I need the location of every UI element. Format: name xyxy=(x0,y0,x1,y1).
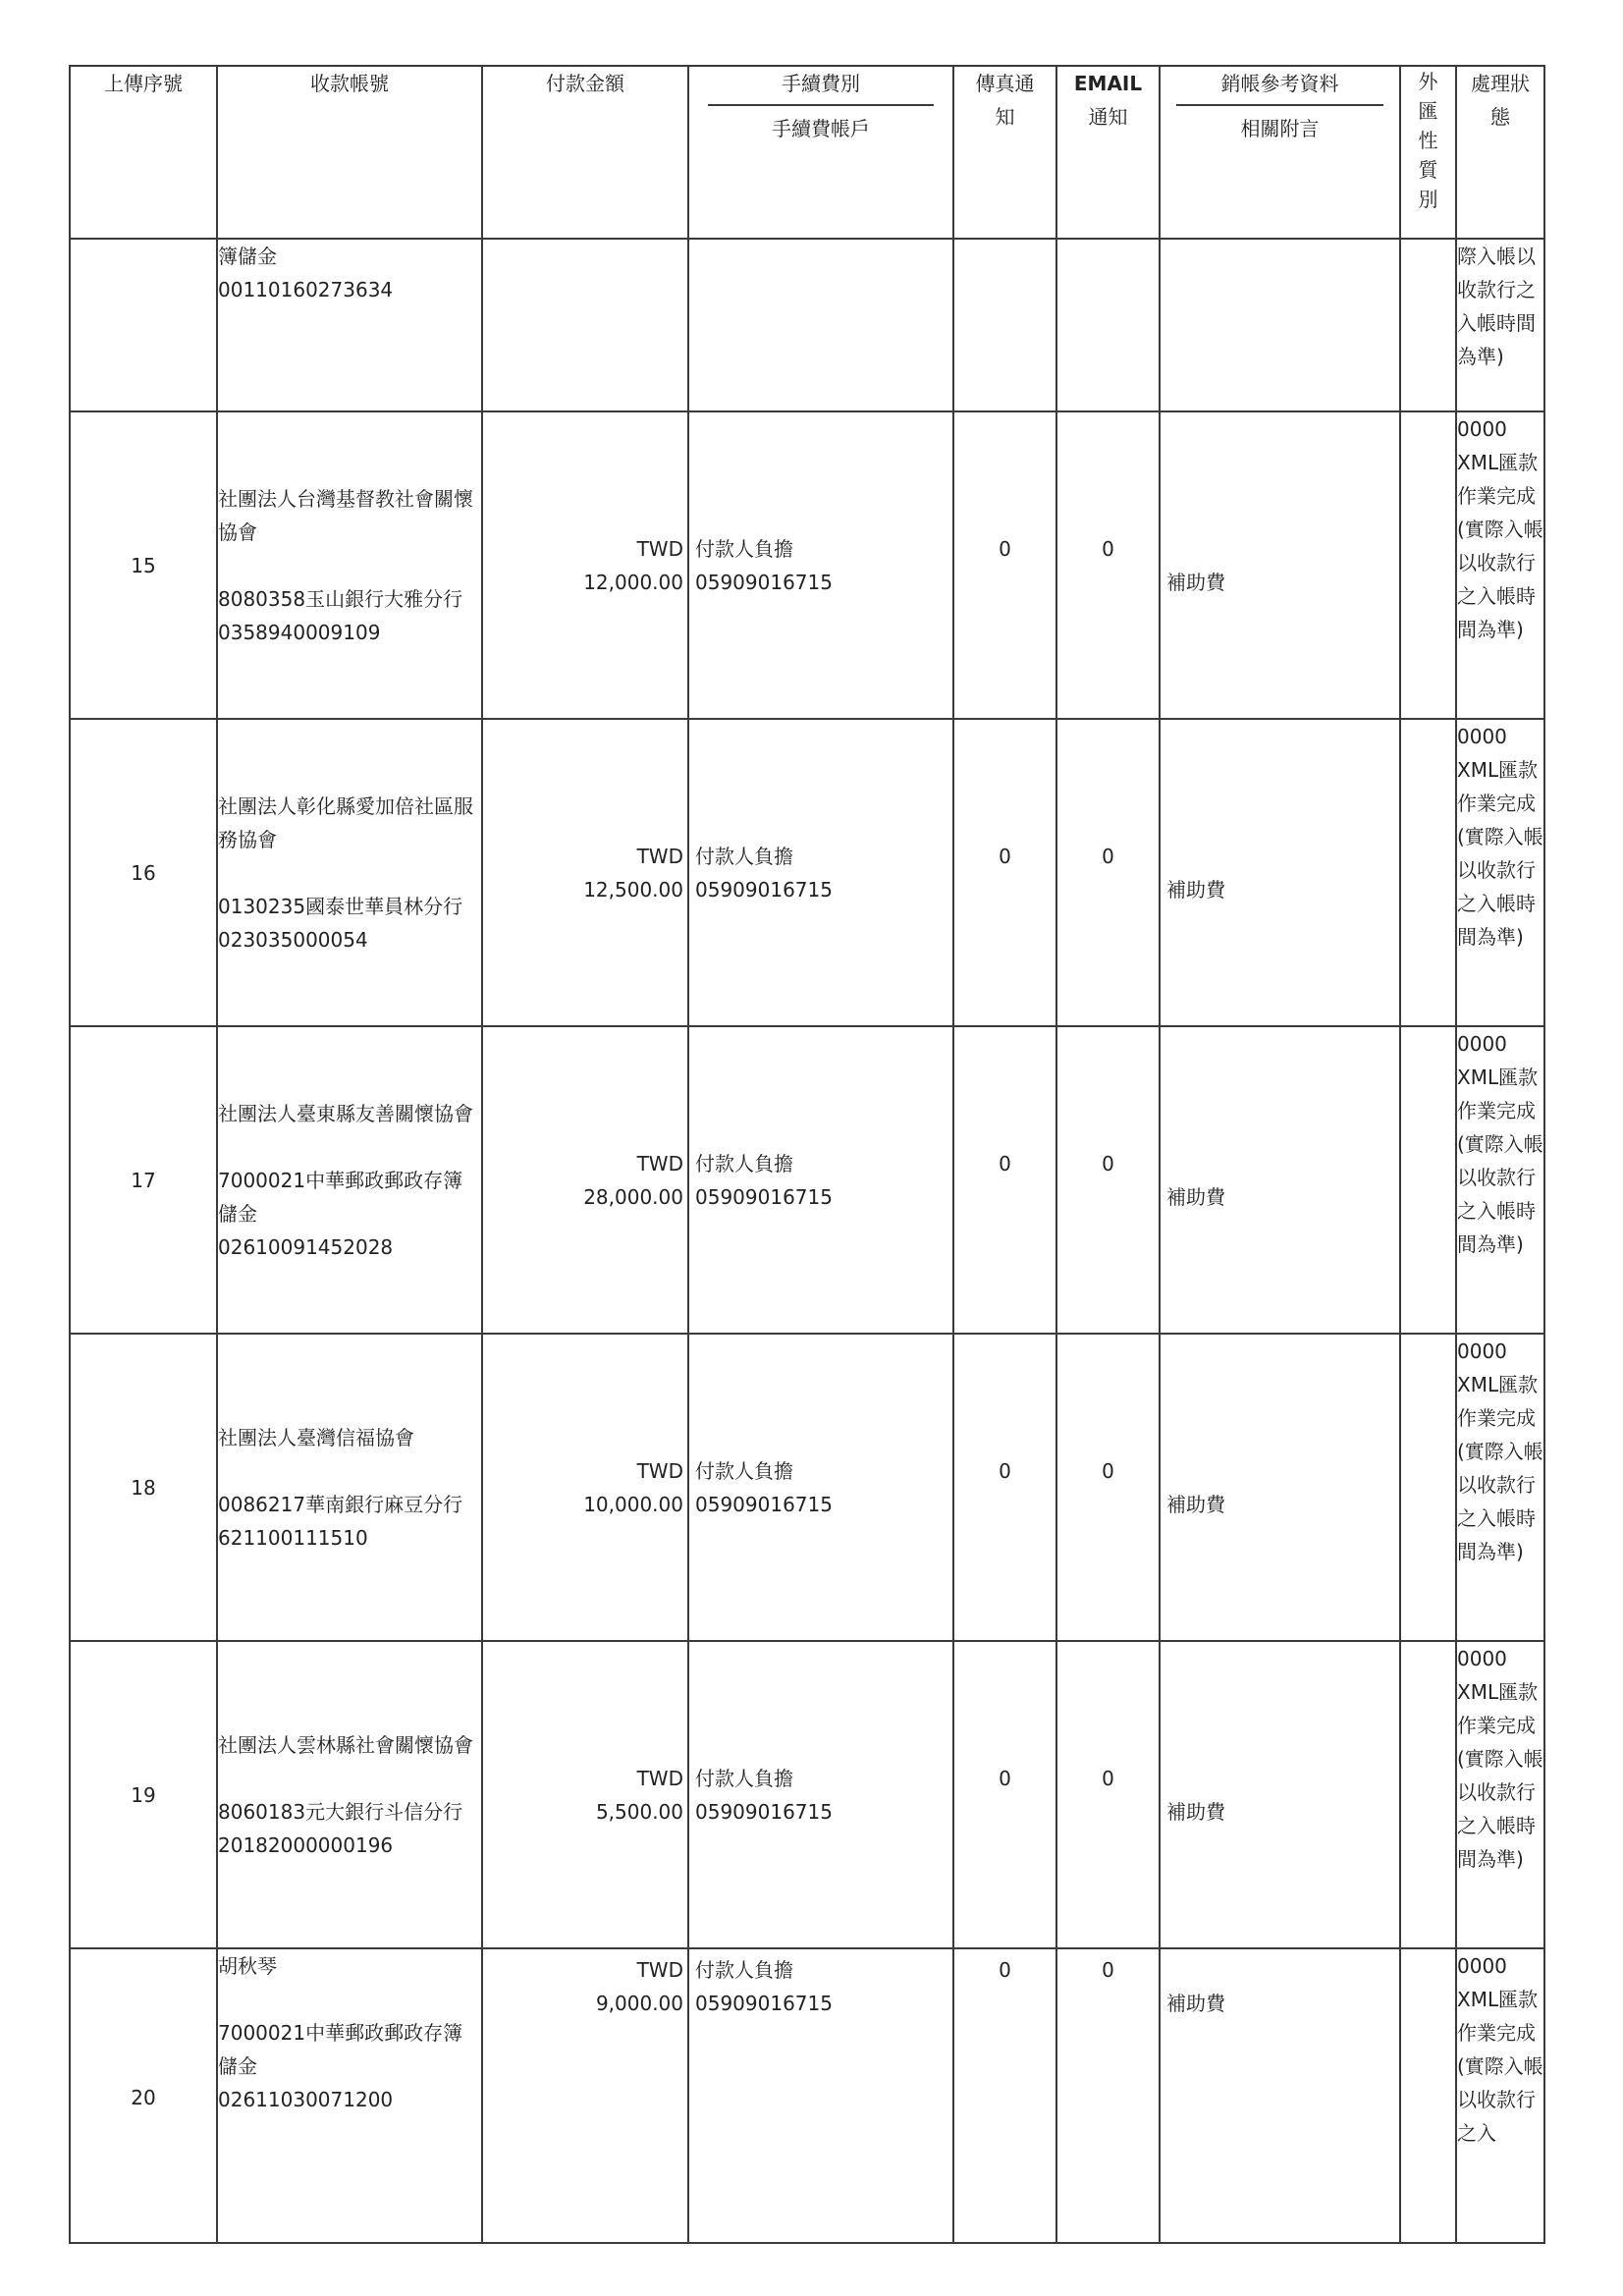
header-amount: 付款金額 xyxy=(482,66,688,239)
cell-fx xyxy=(1400,719,1456,1026)
amount-value: 10,000.00 xyxy=(583,1492,683,1516)
status-text: XML匯款作業完成(實際入帳以收款行之入帳時間為準) xyxy=(1457,1066,1543,1256)
bank-branch: 8080358玉山銀行大雅分行 xyxy=(218,586,463,611)
fee-account: 05909016715 xyxy=(695,570,833,594)
status-text: XML匯款作業完成(實際入帳以收款行之入 xyxy=(1457,1988,1543,2145)
cell-seq xyxy=(70,411,217,719)
header-fee xyxy=(688,66,953,239)
memo-text: 補助費 xyxy=(1166,1992,1225,2015)
cell-status xyxy=(1456,1334,1544,1641)
seq-number: 18 xyxy=(131,1475,156,1500)
fee-type: 付款人負擔 xyxy=(695,1151,793,1175)
cell-account xyxy=(217,1948,482,2243)
spacer xyxy=(218,549,481,582)
cell-email xyxy=(1056,239,1160,411)
cell-amount xyxy=(482,239,688,411)
account-number: 621100111510 xyxy=(218,1525,368,1550)
bank-branch: 0130235國泰世華員林分行 xyxy=(218,894,463,918)
status-code: 0000 xyxy=(1457,1339,1507,1363)
account-line: 簿儲金 xyxy=(218,245,277,268)
fee-account: 05909016715 xyxy=(695,1492,833,1516)
table-body xyxy=(70,239,1544,2243)
email-flag: 0 xyxy=(1102,536,1114,561)
cell-email xyxy=(1056,1026,1160,1334)
cell-fax xyxy=(953,411,1056,719)
email-flag: 0 xyxy=(1102,1151,1114,1175)
cell-fax xyxy=(953,1334,1056,1641)
header-account: 收款帳號 xyxy=(217,66,482,239)
cell-fax xyxy=(953,239,1056,411)
cell-account xyxy=(217,239,482,411)
header-ref xyxy=(1160,66,1400,239)
cell-seq xyxy=(70,1948,217,2243)
status-code: 0000 xyxy=(1457,1954,1507,1978)
email-flag: 0 xyxy=(1102,844,1114,868)
cell-memo xyxy=(1160,1641,1400,1948)
memo-text: 補助費 xyxy=(1166,1799,1225,1824)
header-ref-top: 銷帳參考資料 xyxy=(1176,67,1382,106)
status-code: 0000 xyxy=(1457,725,1507,748)
seq-number: 20 xyxy=(131,2086,156,2109)
cell-fee xyxy=(688,1948,953,2243)
cell-email xyxy=(1056,1948,1160,2243)
table-row xyxy=(70,1334,1544,1641)
cell-seq xyxy=(70,239,217,411)
cell-account xyxy=(217,1026,482,1334)
email-flag: 0 xyxy=(1102,1766,1114,1790)
header-ref-bot: 相關附言 xyxy=(1240,117,1320,140)
fee-type: 付款人負擔 xyxy=(695,1766,793,1790)
fee-account: 05909016715 xyxy=(695,877,833,902)
bank-branch: 8060183元大銀行斗信分行 xyxy=(218,1799,463,1824)
header-fx xyxy=(1400,66,1456,239)
spacer xyxy=(218,856,481,890)
cell-memo xyxy=(1160,239,1400,411)
cell-fax xyxy=(953,1948,1056,2243)
amount-value: 9,000.00 xyxy=(595,1992,683,2015)
account-number: 20182000000196 xyxy=(218,1832,394,1857)
status-text: XML匯款作業完成(實際入帳以收款行之入帳時間為準) xyxy=(1457,1680,1543,1871)
status-code: 0000 xyxy=(1457,1647,1507,1670)
cell-memo xyxy=(1160,1334,1400,1641)
cell-amount xyxy=(482,719,688,1026)
fax-flag: 0 xyxy=(999,536,1011,561)
memo-text: 補助費 xyxy=(1166,570,1225,594)
cell-account xyxy=(217,719,482,1026)
header-fx-label: 外匯性質別 xyxy=(1418,70,1438,211)
cell-status xyxy=(1456,1026,1544,1334)
email-flag: 0 xyxy=(1102,1958,1114,1982)
fee-type: 付款人負擔 xyxy=(695,536,793,561)
fax-flag: 0 xyxy=(999,1766,1011,1790)
cell-status xyxy=(1456,411,1544,719)
amount-value: 12,000.00 xyxy=(583,570,683,594)
currency: TWD xyxy=(636,1766,683,1790)
status-text: XML匯款作業完成(實際入帳以收款行之入帳時間為準) xyxy=(1457,758,1543,949)
cell-email xyxy=(1056,1334,1160,1641)
cell-fx xyxy=(1400,239,1456,411)
fee-account: 05909016715 xyxy=(695,1992,833,2015)
email-flag: 0 xyxy=(1102,1458,1114,1483)
spacer xyxy=(218,1130,481,1164)
seq-number: 16 xyxy=(131,860,156,885)
table-row xyxy=(70,1948,1544,2243)
cell-fax xyxy=(953,1641,1056,1948)
currency: TWD xyxy=(636,1151,683,1175)
table-row xyxy=(70,411,1544,719)
header-email-bot: 通知 xyxy=(1088,105,1128,129)
cell-amount xyxy=(482,411,688,719)
header-fax xyxy=(953,66,1056,239)
seq-number: 17 xyxy=(131,1168,156,1192)
cell-fx xyxy=(1400,1026,1456,1334)
table-header xyxy=(70,66,1544,239)
spacer xyxy=(218,1454,481,1488)
header-email-top: EMAIL xyxy=(1073,72,1143,95)
cell-email xyxy=(1056,1641,1160,1948)
cell-email xyxy=(1056,719,1160,1026)
header-fax-label: 傳真通知 xyxy=(975,72,1035,129)
fax-flag: 0 xyxy=(999,1458,1011,1483)
status-text: XML匯款作業完成(實際入帳以收款行之入帳時間為準) xyxy=(1457,1373,1543,1563)
cell-memo xyxy=(1160,1026,1400,1334)
cell-memo xyxy=(1160,719,1400,1026)
memo-text: 補助費 xyxy=(1166,1492,1225,1516)
amount-value: 5,500.00 xyxy=(595,1799,683,1824)
cell-memo xyxy=(1160,1948,1400,2243)
cell-fx xyxy=(1400,1641,1456,1948)
fax-flag: 0 xyxy=(999,1958,1011,1982)
cell-fax xyxy=(953,1026,1056,1334)
spacer xyxy=(218,1983,481,2016)
account-number: 0358940009109 xyxy=(218,620,381,644)
cell-account xyxy=(217,1334,482,1641)
bank-branch: 7000021中華郵政郵政存簿儲金 xyxy=(218,2021,463,2078)
cell-fee xyxy=(688,1334,953,1641)
status-text: XML匯款作業完成(實際入帳以收款行之入帳時間為準) xyxy=(1457,451,1543,641)
currency: TWD xyxy=(636,844,683,868)
fee-type: 付款人負擔 xyxy=(695,844,793,868)
fax-flag: 0 xyxy=(999,844,1011,868)
cell-account xyxy=(217,411,482,719)
memo-text: 補助費 xyxy=(1166,1184,1225,1209)
header-email xyxy=(1056,66,1160,239)
account-number: 02611030071200 xyxy=(218,2088,394,2111)
status-code: 0000 xyxy=(1457,1032,1507,1056)
bank-branch: 0086217華南銀行麻豆分行 xyxy=(218,1492,463,1516)
cell-memo xyxy=(1160,411,1400,719)
payee-name: 社團法人台灣基督教社會關懷協會 xyxy=(218,486,473,544)
account-number: 02610091452028 xyxy=(218,1234,394,1259)
amount-value: 28,000.00 xyxy=(583,1184,683,1209)
cell-status: 際入帳以收款行之入帳時間為準) xyxy=(1456,239,1544,411)
cell-account xyxy=(217,1641,482,1948)
header-fee-type: 手續費別 xyxy=(708,67,934,106)
cell-fx xyxy=(1400,1334,1456,1641)
cell-fee xyxy=(688,719,953,1026)
cell-seq xyxy=(70,719,217,1026)
header-fee-account: 手續費帳戶 xyxy=(772,117,870,140)
cell-seq xyxy=(70,1026,217,1334)
table-row xyxy=(70,719,1544,1026)
header-status xyxy=(1456,66,1544,239)
cell-seq xyxy=(70,1334,217,1641)
cell-fee xyxy=(688,239,953,411)
fee-type: 付款人負擔 xyxy=(695,1458,793,1483)
cell-amount xyxy=(482,1641,688,1948)
cell-amount xyxy=(482,1334,688,1641)
payee-name: 胡秋琴 xyxy=(218,1954,277,1978)
payee-name: 社團法人彰化縣愛加倍社區服務協會 xyxy=(218,793,473,851)
cell-fx xyxy=(1400,411,1456,719)
fee-account: 05909016715 xyxy=(695,1184,833,1209)
payee-name: 社團法人雲林縣社會關懷協會 xyxy=(218,1732,473,1757)
cell-amount xyxy=(482,1026,688,1334)
memo-text: 補助費 xyxy=(1166,877,1225,902)
payee-name: 社團法人臺灣信福協會 xyxy=(218,1425,414,1449)
cell-fee xyxy=(688,411,953,719)
cell-status xyxy=(1456,719,1544,1026)
cell-seq xyxy=(70,1641,217,1948)
account-line: 00110160273634 xyxy=(218,278,394,301)
table-row xyxy=(70,1641,1544,1948)
currency: TWD xyxy=(636,1958,683,1982)
currency: TWD xyxy=(636,536,683,561)
status-code: 0000 xyxy=(1457,417,1507,441)
header-seq: 上傳序號 xyxy=(70,66,217,239)
fee-type: 付款人負擔 xyxy=(695,1958,793,1982)
cell-status xyxy=(1456,1948,1544,2243)
cell-amount xyxy=(482,1948,688,2243)
account-number: 023035000054 xyxy=(218,927,368,952)
payee-name: 社團法人臺東縣友善關懷協會 xyxy=(218,1101,473,1125)
cell-fax xyxy=(953,719,1056,1026)
table-row-continuation xyxy=(70,239,1544,411)
cell-email xyxy=(1056,411,1160,719)
cell-fee xyxy=(688,1641,953,1948)
seq-number: 15 xyxy=(131,553,156,577)
amount-value: 12,500.00 xyxy=(583,877,683,902)
bank-branch: 7000021中華郵政郵政存簿儲金 xyxy=(218,1168,463,1226)
remittance-table xyxy=(69,65,1545,2244)
cell-status xyxy=(1456,1641,1544,1948)
fee-account: 05909016715 xyxy=(695,1799,833,1824)
table-row xyxy=(70,1026,1544,1334)
cell-fx xyxy=(1400,1948,1456,2243)
cell-fee xyxy=(688,1026,953,1334)
seq-number: 19 xyxy=(131,1782,156,1807)
header-status-label: 處理狀態 xyxy=(1471,72,1530,129)
fax-flag: 0 xyxy=(999,1151,1011,1175)
currency: TWD xyxy=(636,1458,683,1483)
spacer xyxy=(218,1762,481,1795)
